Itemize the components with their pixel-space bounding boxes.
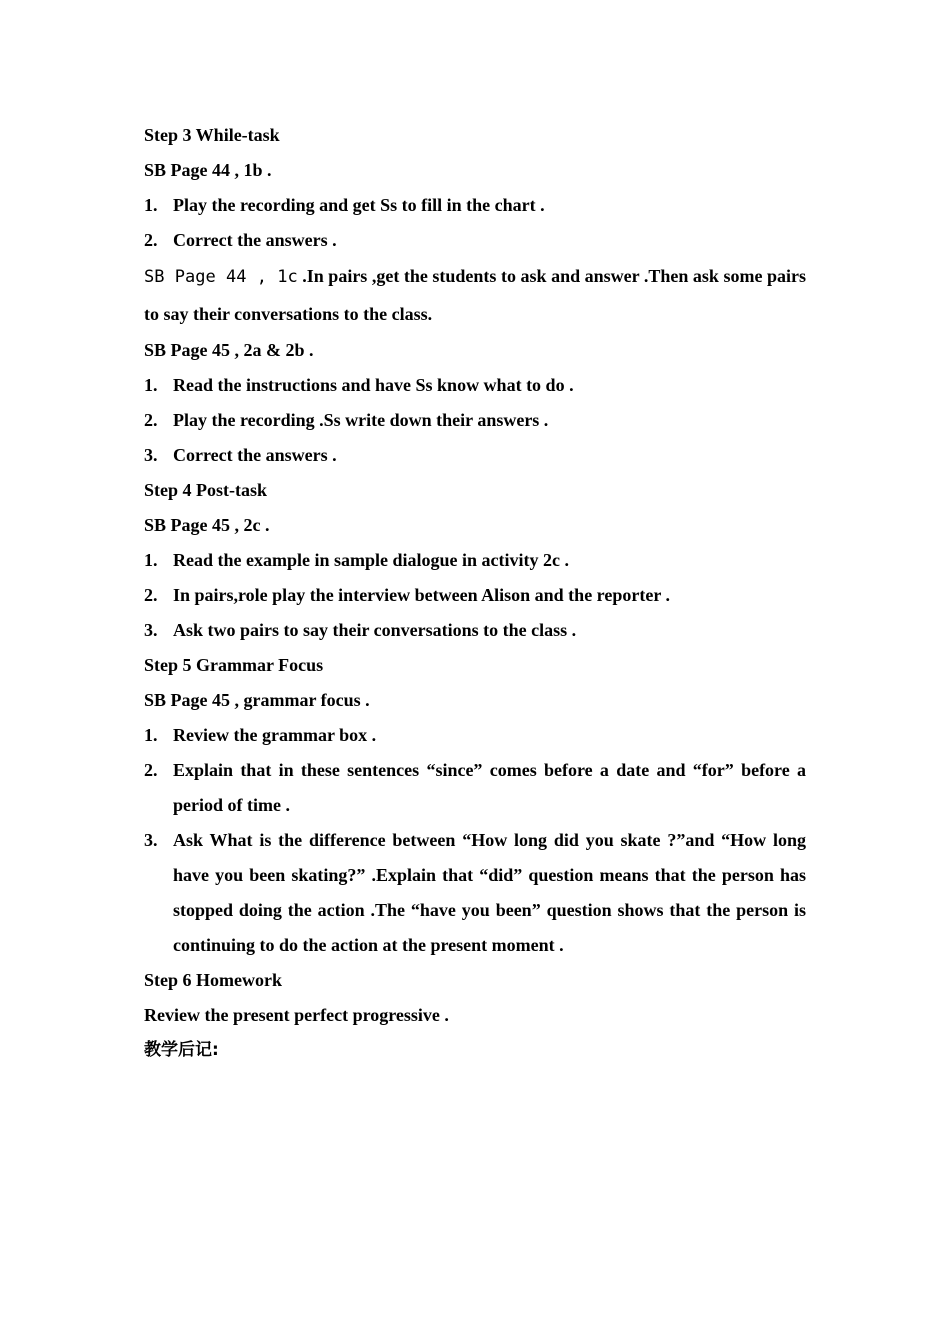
- list-number: 2.: [144, 585, 158, 605]
- list-item: [144, 613, 806, 648]
- homework-text: Review the present perfect progressive .: [144, 1005, 449, 1025]
- list-number: 3.: [144, 830, 158, 850]
- list-item: [144, 578, 806, 613]
- list-text: Play the recording and get Ss to fill in the chart .: [173, 195, 545, 215]
- list-item: [144, 403, 806, 438]
- list-text: Read the example in sample dialogue in activity 2c .: [173, 550, 569, 570]
- list-text: Ask What is the difference between “How long did you skate ?”and “How long have you been skating?” .Explain that “did” question means that the person has stopped doing the action .The “have you been” question shows that the person is continuing to do the action at the present moment .: [173, 830, 806, 955]
- list-text: Read the instructions and have Ss know what to do .: [173, 375, 574, 395]
- sb-page-44-1c-ref: SB Page 44 , 1c: [144, 267, 298, 287]
- list-text: Review the grammar box .: [173, 725, 377, 745]
- list-number: 2.: [144, 760, 158, 780]
- step-5-heading: Step 5 Grammar Focus: [144, 655, 324, 675]
- list-number: 1.: [144, 195, 158, 215]
- list-item: [144, 188, 806, 223]
- list-number: 1.: [144, 375, 158, 395]
- list-item: [144, 823, 806, 963]
- step-4-heading: Step 4 Post-task: [144, 480, 268, 500]
- list-item: [144, 223, 806, 258]
- list-item: [144, 438, 806, 473]
- sb-page-45-2a-2b: SB Page 45 , 2a & 2b .: [144, 340, 314, 360]
- sb-page-44-1c-paragraph: [144, 258, 806, 333]
- step-6-heading: Step 6 Homework: [144, 970, 282, 990]
- sb-page-45-2c: SB Page 45 , 2c .: [144, 515, 270, 535]
- list-text: Play the recording .Ss write down their answers .: [173, 410, 549, 430]
- list-text: In pairs,role play the interview between Alison and the reporter .: [173, 585, 670, 605]
- reflection-label: 教学后记:: [144, 1040, 219, 1060]
- list-item: [144, 753, 806, 823]
- sb-page-45-grammar-focus: SB Page 45 , grammar focus .: [144, 690, 370, 710]
- list-item: [144, 718, 806, 753]
- list-number: 2.: [144, 230, 158, 250]
- list-text: Ask two pairs to say their conversations to the class .: [173, 620, 577, 640]
- list-text: Correct the answers .: [173, 445, 337, 465]
- document-body: [144, 118, 806, 1068]
- sb-page-44-1c-text: .In pairs ,get the students to ask and answer .Then ask some pairs to say their conversations to the class.: [144, 266, 806, 324]
- step-3-heading: Step 3 While-task: [144, 125, 280, 145]
- sb-page-44-1b: SB Page 44 , 1b .: [144, 160, 272, 180]
- list-number: 2.: [144, 410, 158, 430]
- list-item: [144, 368, 806, 403]
- list-number: 1.: [144, 725, 158, 745]
- list-number: 1.: [144, 550, 158, 570]
- list-text: Correct the answers .: [173, 230, 337, 250]
- list-item: [144, 543, 806, 578]
- list-text: Explain that in these sentences “since” comes before a date and “for” before a period of time .: [173, 760, 806, 815]
- list-number: 3.: [144, 445, 158, 465]
- list-number: 3.: [144, 620, 158, 640]
